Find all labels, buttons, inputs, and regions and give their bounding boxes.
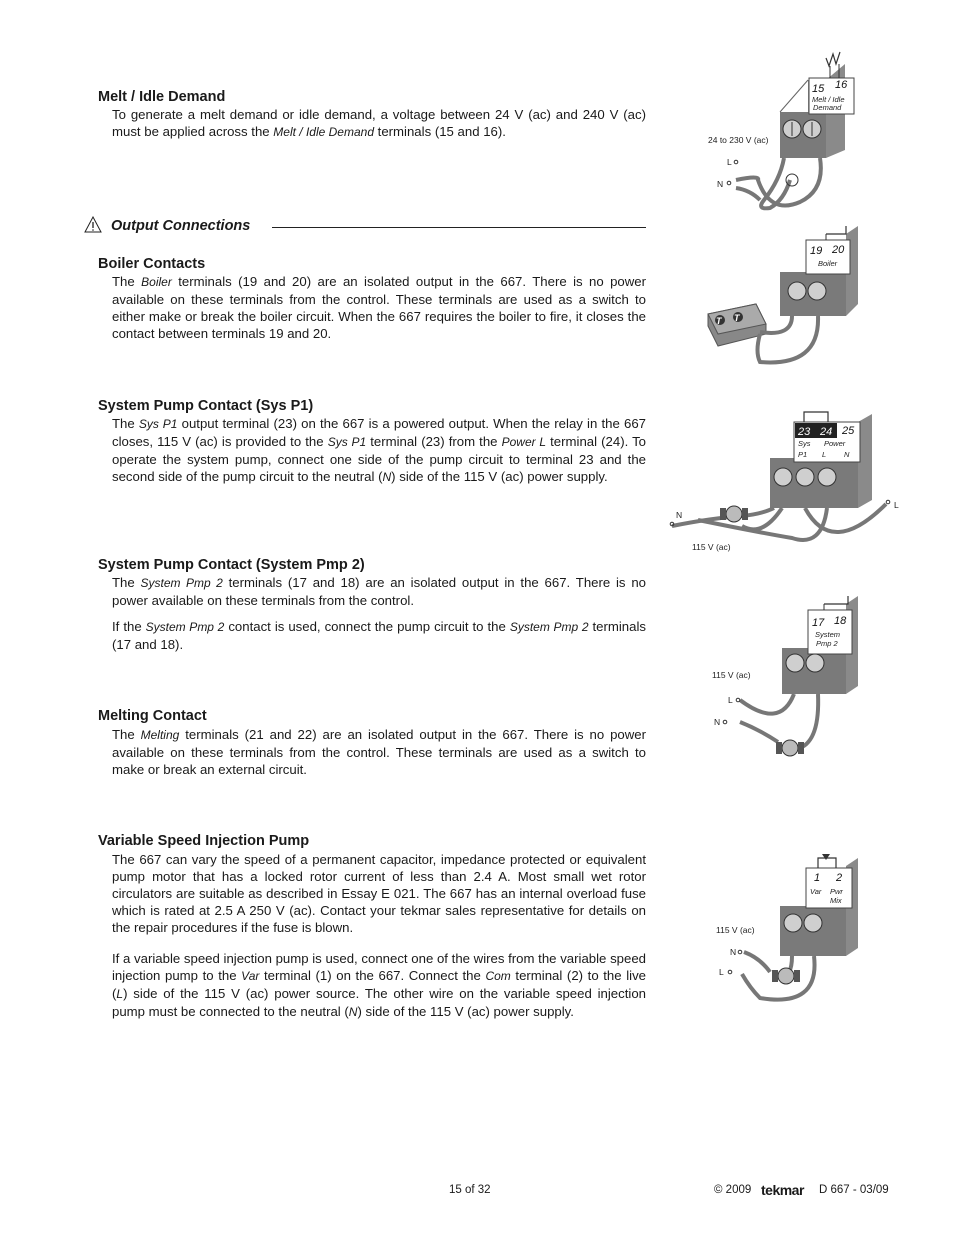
paragraph-injection-1: The 667 can vary the speed of a permanent capacitor, impedance protected or equivalent pump motor that has a locked rotor current of less than 2.4 A. Most small wet rotor circulators are suitable as described in Essay E 021. The 667 has an internal overload fuse which is rated at 2.5 A 250 V (ac). Contact your tekmar sales representative for details on the repair procedures if the fuse is blown. xyxy=(112,852,646,935)
tekmar-logo: tekmar xyxy=(761,1182,804,1198)
L-label: L xyxy=(719,967,724,977)
paragraph-system-pump-sys-p1: The Sys P1 output terminal (23) on the 667 is a powered output. When the relay in the 667 closes, 115 V (ac) is provided to the Sys P1 terminal (23) from the Power L terminal (24). To operate the system pump, connect one side of the pump circuit to terminal 23 and the second side of the pump circuit to the neutral (N) side of the 115 V (ac) power supply. xyxy=(112,416,647,484)
thermostat-T2: T xyxy=(734,313,740,323)
voltage-label: 115 V (ac) xyxy=(692,542,731,552)
terminal-2: 2 xyxy=(836,872,843,884)
terminal-18: 18 xyxy=(834,615,847,627)
thermostat-T1: T xyxy=(716,316,722,326)
diagram-system-pmp2 xyxy=(700,590,870,770)
terminal-1: 1 xyxy=(814,872,821,884)
terminal-name: Boiler xyxy=(818,259,838,268)
terminal-name-p1: P1 xyxy=(798,450,808,459)
N-label: N xyxy=(717,179,724,189)
section-output-connections xyxy=(84,216,646,238)
paragraph-melt-idle-demand: To generate a melt demand or idle demand, a voltage between 24 V (ac) and 240 V (ac) must be applied across the Melt / Idle Demand terminals (15 and 16). xyxy=(112,107,646,139)
terminal-16: 16 xyxy=(835,79,848,91)
page-number: 15 of 32 xyxy=(449,1184,491,1196)
diagram-melt-idle-demand xyxy=(700,50,870,220)
diagram-boiler xyxy=(700,222,870,377)
terminal-20: 20 xyxy=(832,244,845,256)
terminal-25: 25 xyxy=(842,425,855,437)
footer-document-id: D 667 - 03/09 xyxy=(819,1184,889,1196)
paragraph-system-pump-pmp2-connect: If the System Pmp 2 contact is used, connect the pump circuit to the System Pmp 2 terminals (17 and 18). xyxy=(112,619,646,652)
paragraph-injection-2: If a variable speed injection pump is used, connect one of the wires from the variable speed injection pump to the Var terminal (1) on the 667. Connect the Com terminal (2) to the live (L) side of the 115 V (ac) power source. The other wire on the variable speed injection pump must be connected to the neutral (N) side of the 115 V (ac) power supply. xyxy=(112,951,647,1019)
voltage-label: 115 V (ac) xyxy=(712,670,751,680)
heading-melt-idle-demand: Melt / Idle Demand xyxy=(98,89,226,105)
terminal-name-L: L xyxy=(822,450,827,459)
voltage-label: 115 V (ac) xyxy=(716,925,755,935)
diagram-variable-speed xyxy=(700,848,870,1023)
paragraph-boiler-contacts: The Boiler terminals (19 and 20) are an isolated output in the 667. There is no power available on these terminals from the control. These terminals are used as a switch to either make or break the boiler circuit. When the 667 requires the boiler to fire, it closes the contact between terminals 19 and 20. xyxy=(112,274,647,341)
warning-icon xyxy=(84,216,102,234)
heading-melting-contact: Melting Contact xyxy=(98,708,207,724)
section-rule xyxy=(272,227,646,228)
L-label: L xyxy=(728,695,733,705)
section-title: Output Connections xyxy=(111,218,258,234)
footer-copyright: © 2009 xyxy=(714,1184,752,1196)
heading-system-pump-sys-p1: System Pump Contact (Sys P1) xyxy=(98,398,314,414)
N-label: N xyxy=(714,717,721,727)
terminal-name-1: System xyxy=(815,630,841,639)
terminal-name-2: Demand xyxy=(813,103,842,112)
terminal-17: 17 xyxy=(812,617,825,629)
terminal-name-var: Var xyxy=(810,887,822,896)
heading-variable-speed-injection: Variable Speed Injection Pump xyxy=(98,833,310,849)
terminal-15: 15 xyxy=(812,83,825,95)
N-label: N xyxy=(676,510,683,520)
L-label: L xyxy=(894,500,899,510)
diagram-sys-p1 xyxy=(662,408,902,558)
N-label: N xyxy=(730,947,737,957)
paragraph-melting-contact: The Melting terminals (21 and 22) are an isolated output in the 667. There is no power available on these terminals from the control. These terminals are used as a switch to make or break an external circuit. xyxy=(112,727,647,777)
heading-system-pump-pmp2: System Pump Contact (System Pmp 2) xyxy=(98,557,365,573)
voltage-label: 24 to 230 V (ac) xyxy=(708,135,769,145)
terminal-23: 23 xyxy=(798,426,811,438)
paragraph-system-pump-pmp2: The System Pmp 2 terminals (17 and 18) are an isolated output in the 667. There is no power available on these terminals from the control. xyxy=(112,575,646,608)
terminal-name-1: Melt / Idle xyxy=(812,95,845,104)
terminal-name-mix: Mix xyxy=(830,896,842,905)
terminal-19: 19 xyxy=(810,245,823,257)
terminal-name-N: N xyxy=(844,450,850,459)
terminal-24: 24 xyxy=(820,426,833,438)
terminal-name-2: Pmp 2 xyxy=(816,639,838,648)
terminal-name-power: Power xyxy=(824,439,846,448)
terminal-name-pwr: Pwr xyxy=(830,887,843,896)
terminal-name-sys: Sys xyxy=(798,439,811,448)
L-label: L xyxy=(727,157,732,167)
heading-boiler-contacts: Boiler Contacts xyxy=(98,256,206,272)
